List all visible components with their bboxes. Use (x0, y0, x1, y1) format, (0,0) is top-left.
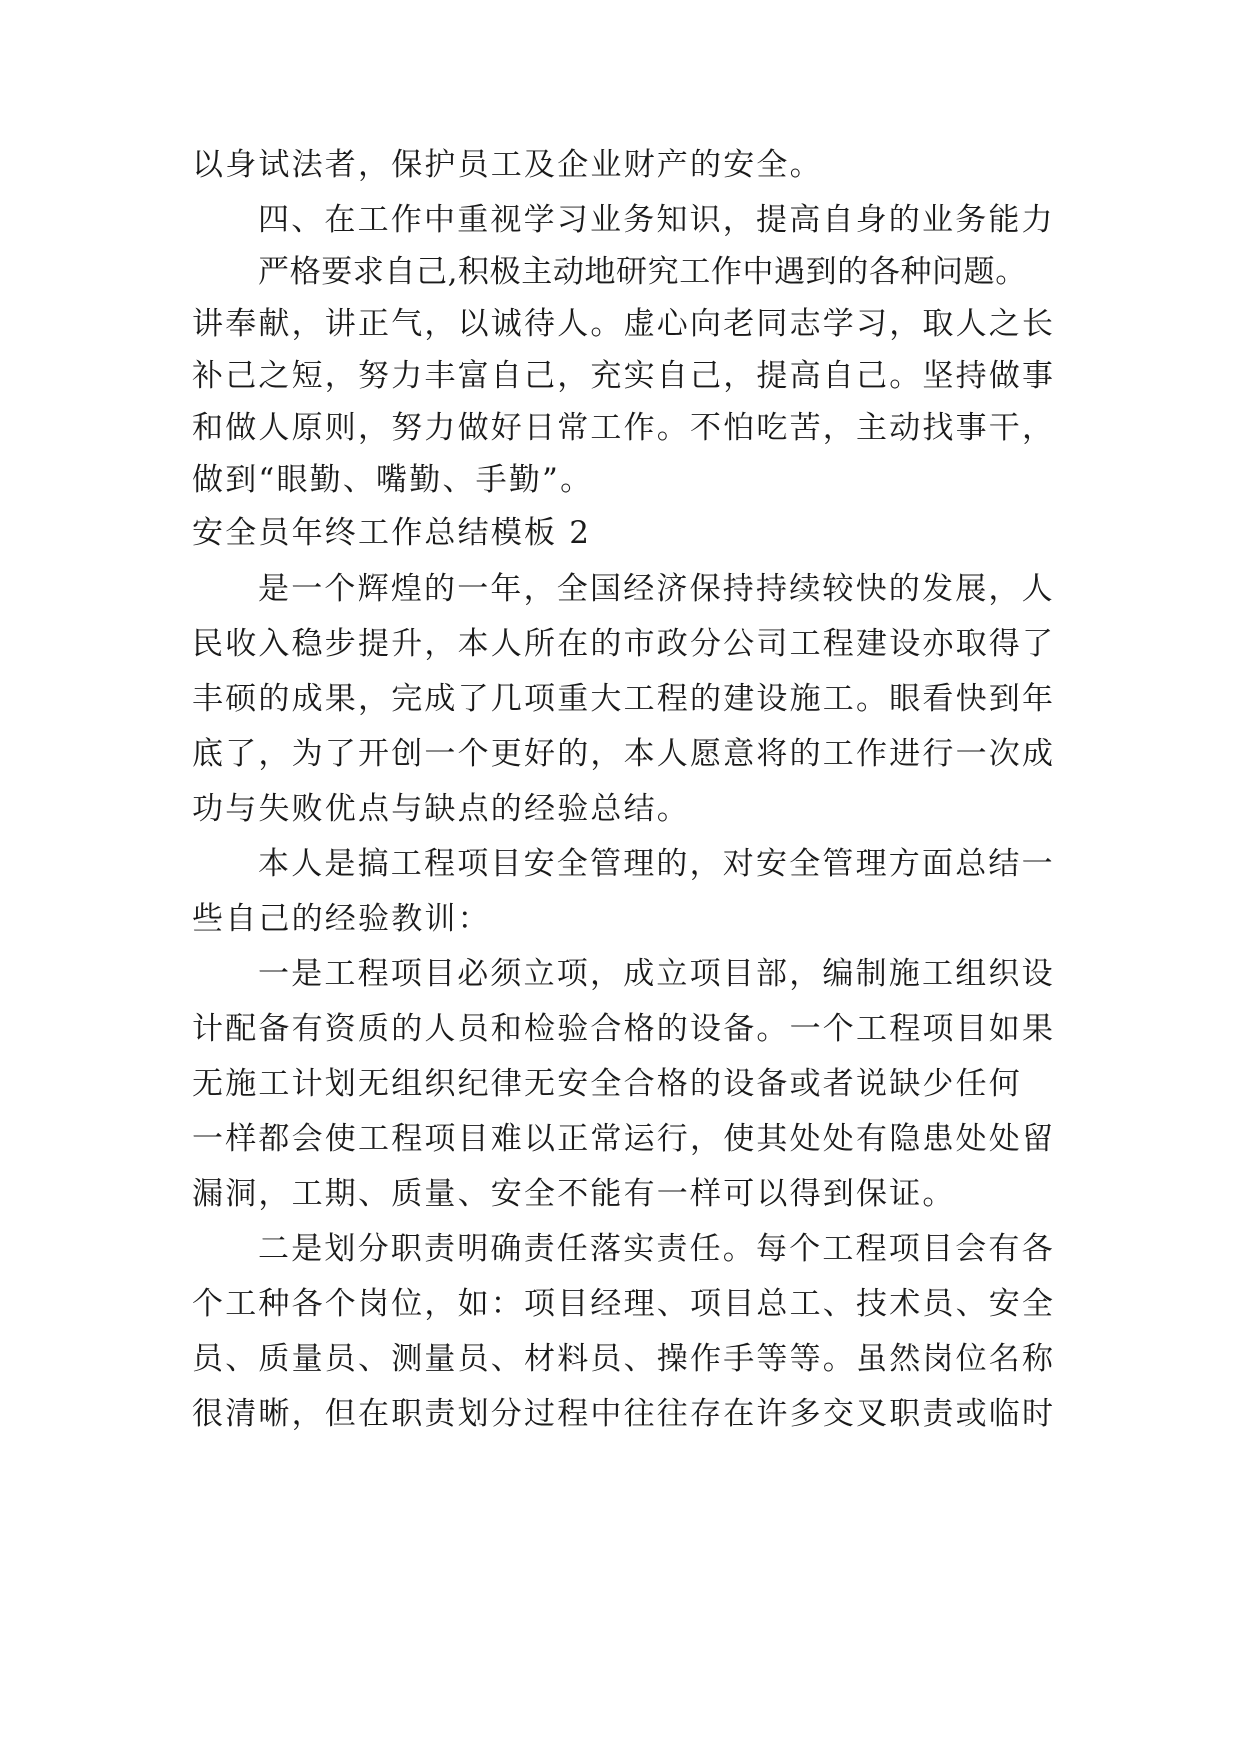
text-line: 很清晰，但在职责划分过程中往往存在许多交叉职责或临时 (192, 1396, 1056, 1432)
text-line: 无施工计划无组织纪律无安全合格的设备或者说缺少任何 (192, 1066, 1022, 1102)
text-line: 功与失败优点与缺点的经验总结。 (192, 791, 690, 827)
text-line: 严格要求自己,积极主动地研究工作中遇到的各种问题。 (258, 254, 1027, 290)
text-line: 一是工程项目必须立项，成立项目部，编制施工组织设 (258, 956, 1055, 992)
text-line: 丰硕的成果，完成了几项重大工程的建设施工。眼看快到年 (192, 681, 1056, 717)
text-line: 本人是搞工程项目安全管理的，对安全管理方面总结一 (258, 846, 1055, 882)
text-line: 以身试法者，保护员工及企业财产的安全。 (192, 147, 823, 183)
section-heading: 四、在工作中重视学习业务知识，提高自身的业务能力 (258, 202, 1055, 238)
text-line: 和做人原则，努力做好日常工作。不怕吃苦，主动找事干， (192, 410, 1056, 446)
text-line: 计配备有资质的人员和检验合格的设备。一个工程项目如果 (192, 1011, 1056, 1047)
text-line: 些自己的经验教训： (192, 901, 491, 937)
text-line: 员、质量员、测量员、材料员、操作手等等。虽然岗位名称 (192, 1341, 1056, 1377)
text-line: 个工种各个岗位，如：项目经理、项目总工、技术员、安全 (192, 1286, 1056, 1322)
text-line: 漏洞，工期、质量、安全不能有一样可以得到保证。 (192, 1176, 956, 1212)
text-line: 一样都会使工程项目难以正常运行，使其处处有隐患处处留 (192, 1121, 1056, 1157)
text-line: 讲奉献，讲正气，以诚待人。虚心向老同志学习，取人之长 (192, 306, 1056, 342)
text-line: 二是划分职责明确责任落实责任。每个工程项目会有各 (258, 1231, 1055, 1267)
document-title: 安全员年终工作总结模板 2 (192, 515, 592, 551)
text-line: 底了，为了开创一个更好的，本人愿意将的工作进行一次成 (192, 736, 1056, 772)
text-line: 补己之短，努力丰富自己，充实自己，提高自己。坚持做事 (192, 358, 1056, 394)
text-line: 民收入稳步提升，本人所在的市政分公司工程建设亦取得了 (192, 626, 1056, 662)
text-line: 做到“眼勤、嘴勤、手勤”。 (192, 462, 594, 498)
text-line: 是一个辉煌的一年，全国经济保持持续较快的发展，人 (258, 571, 1055, 607)
